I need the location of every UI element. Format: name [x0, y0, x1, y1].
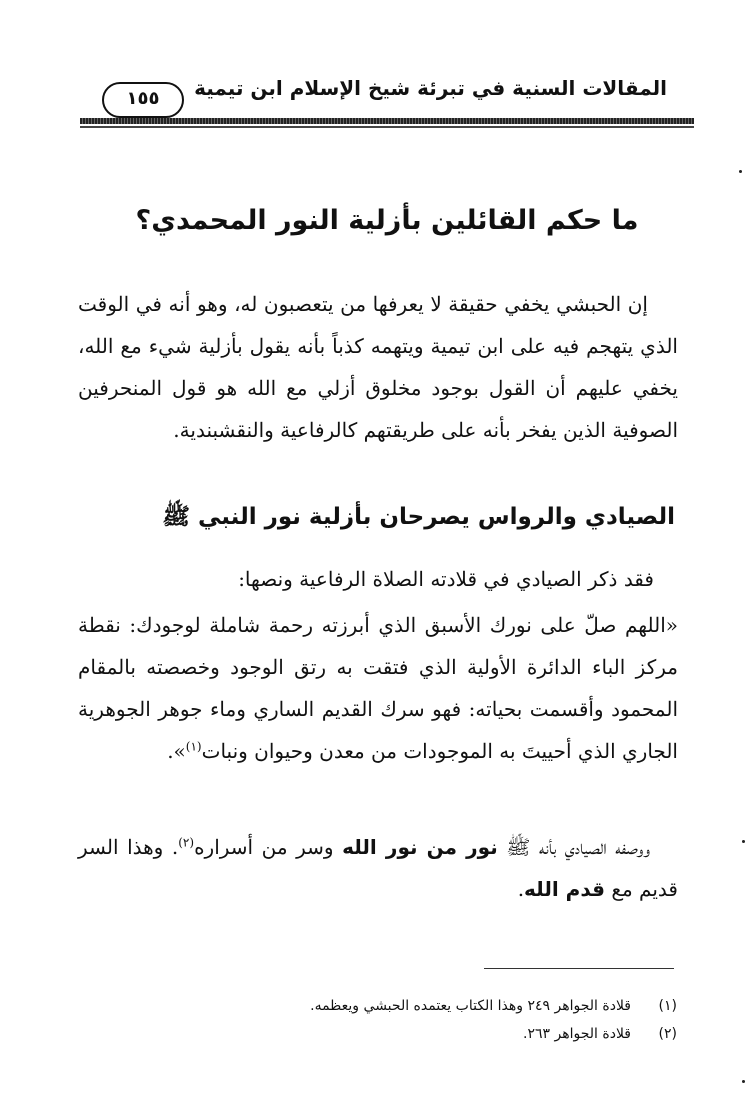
- paragraph-3: [78, 826, 678, 910]
- header-rule-thick: [80, 118, 694, 124]
- footnote-text: قلادة الجواهر ٢٤٩ وهذا الكتاب يعتمده الحبشي ويعظمه.: [310, 998, 631, 1014]
- footnote-ref-2: (٢): [178, 835, 195, 850]
- scan-speck: [742, 1080, 745, 1083]
- footnote-separator: [484, 968, 674, 969]
- paragraph-3-bold-1: نور من نور الله: [342, 835, 498, 859]
- quotation-block: [78, 604, 678, 772]
- scan-speck: [742, 840, 745, 843]
- footnote-number: (٢): [658, 1026, 677, 1042]
- paragraph-3-text: وسر من أسراره: [194, 835, 334, 859]
- footnote-number: (١): [658, 998, 677, 1014]
- paragraph-2: فقد ذكر الصيادي في قلادته الصلاة الرفاعية ونصها:: [238, 567, 654, 591]
- page-number: ١٥٥: [102, 82, 184, 118]
- subheading: الصيادي والرواس يصرحان بأزلية نور النبي ﷺ: [162, 504, 675, 530]
- paragraph-1: إن الحبشي يخفي حقيقة لا يعرفها من يتعصبون له، وهو أنه في الوقت الذي يتهجم فيه على ابن تيمية ويتهمه كذباً بأنه يقول بأزلية شيء مع الله، يخفي عليهم أن القول بوجود مخلوق أزلي مع الله هو قول المنحرفين الصوفية الذين يفخر بأنه على طريقتهم كالرفاعية والنقشبندية.: [78, 292, 678, 442]
- paragraph-3-bold-2: قدم الله: [524, 877, 605, 901]
- footnote-text: قلادة الجواهر ٢٦٣.: [523, 1026, 631, 1042]
- footnote-2: [77, 1026, 677, 1042]
- footnote-ref-1: (١): [185, 739, 202, 754]
- paragraph-3-text: قديم مع: [611, 877, 678, 901]
- quotation-text: «اللهم صلّ على نورك الأسبق الذي أبرزته رحمة شاملة لوجودك: نقطة مركز الباء الدائرة الأولية الذي فتقت به رتق الوجود وخصصته بالمقام المحمود وأقسمت بحياته: فهو سرك القديم الساري وماء جوهر الجوهرية الجاري الذي أحييتَ به الموجودات من معدن وحيوان ونبات: [78, 613, 678, 763]
- header-rule-thin: [80, 126, 694, 128]
- footnote-1: [77, 998, 677, 1014]
- scan-speck: [739, 170, 742, 173]
- quotation-end: ».: [167, 739, 186, 763]
- running-header-title: المقالات السنية في تبرئة شيخ الإسلام ابن تيمية: [194, 76, 667, 100]
- section-title: ما حكم القائلين بأزلية النور المحمدي؟: [135, 205, 639, 236]
- paragraph-3-text: . وهذا السر: [78, 835, 179, 859]
- paragraph-3-end: .: [517, 877, 525, 901]
- paragraph-3-text: ووصفه الصيادي بأنه ﷺ: [506, 835, 651, 859]
